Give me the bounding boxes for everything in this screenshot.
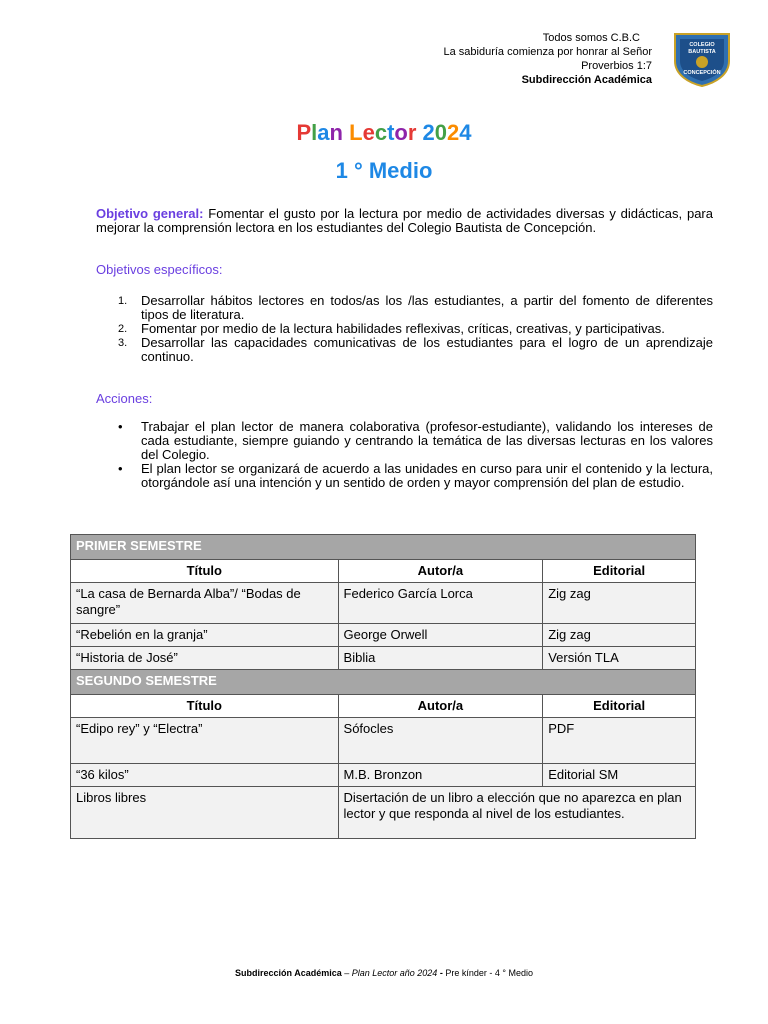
grade-subtitle: 1 ° Medio (335, 158, 433, 183)
cell-editorial: Zig zag (543, 624, 696, 647)
cell-editorial: Editorial SM (543, 764, 696, 787)
cell-autor: Biblia (338, 647, 543, 670)
cell-autor: Federico García Lorca (338, 583, 543, 624)
cell-autor: M.B. Bronzon (338, 764, 543, 787)
bullet-icon: • (118, 461, 123, 476)
plan-title (0, 120, 768, 146)
cell-titulo: “Historia de José” (71, 647, 339, 670)
svg-text:CONCEPCIÓN: CONCEPCIÓN (683, 70, 721, 76)
title-letter: 2 (447, 120, 460, 145)
objetivo-general (96, 207, 713, 235)
semester-header-row (71, 670, 696, 695)
cell-editorial: Versión TLA (543, 647, 696, 670)
title-letter: L (349, 120, 363, 145)
title-letter: r (407, 120, 417, 145)
table-row (71, 718, 696, 764)
cell-descripcion: Disertación de un libro a elección que no aparezca en plan lector y que responda al nivel de los estudiantes. (338, 787, 695, 839)
reading-plan-table (70, 534, 696, 839)
header-department: Subdirección Académica (521, 74, 652, 86)
acciones-list (96, 420, 713, 490)
column-header-titulo: Título (71, 560, 339, 583)
header-verse-ref: Proverbios 1:7 (581, 60, 652, 72)
objetivo-general-text: Fomentar el gusto por la lectura por medio de actividades diversas y didácticas, para mejorar la comprensión lectora en los estudiantes del Colegio Bautista de Concepción. (96, 206, 713, 235)
table-row (71, 583, 696, 624)
title-letter: P (296, 120, 312, 145)
list-item: • Trabajar el plan lector de manera colaborativa (profesor-estudiante), validando los intereses de cada estudiante, siempre guiando y centrando la temática de las diversas lecturas en los valores del Colegio. (118, 419, 713, 462)
cell-autor: Sófocles (338, 718, 543, 764)
svg-text:BAUTISTA: BAUTISTA (688, 49, 716, 55)
list-item: • El plan lector se organizará de acuerdo a las unidades en curso para unir el contenido y la lectura, otorgándole así una intención y un sentido de orden y mayor comprensión del plan de estudio. (118, 461, 713, 490)
title-letter: 0 (434, 120, 448, 145)
objetivo-general-label: Objetivo general: (96, 206, 204, 221)
header-text (443, 31, 652, 87)
table-row (71, 787, 696, 839)
semester-label: PRIMER SEMESTRE (71, 535, 696, 560)
list-item: 1. Desarrollar hábitos lectores en todos/as los /las estudiantes, a partir del fomento de diferentes tipos de literatura. (118, 293, 713, 322)
column-header-editorial: Editorial (543, 695, 696, 718)
title-letter: o (394, 120, 408, 145)
cell-titulo: Libros libres (71, 787, 339, 839)
title-letter: 4 (459, 120, 472, 145)
semester-label: SEGUNDO SEMESTRE (71, 670, 696, 695)
title-letter: e (362, 120, 375, 145)
cell-autor: George Orwell (338, 624, 543, 647)
cell-editorial: Zig zag (543, 583, 696, 624)
svg-text:COLEGIO: COLEGIO (689, 42, 715, 48)
footer-dash: – (341, 968, 352, 978)
title-letter: a (317, 120, 330, 145)
column-header-titulo: Título (71, 695, 339, 718)
cell-titulo: “La casa de Bernarda Alba”/ “Bodas de sangre” (71, 583, 339, 624)
cell-titulo: “Edipo rey” y “Electra” (71, 718, 339, 764)
list-item: 2. Fomentar por medio de la lectura habilidades reflexivas, críticas, creativas, y participativas. (118, 321, 665, 336)
cell-titulo: “36 kilos” (71, 764, 339, 787)
header-motto: Todos somos C.B.C (542, 32, 640, 44)
title-letter: 2 (422, 120, 435, 145)
semester-header-row (71, 535, 696, 560)
footer-department: Subdirección Académica (235, 968, 342, 978)
objetivos-especificos-label: Objetivos específicos: (96, 262, 223, 277)
objetivos-especificos-list (96, 294, 713, 364)
title-letter: l (311, 120, 318, 145)
table-row (71, 624, 696, 647)
title-letter: n (329, 120, 343, 145)
table-row (71, 647, 696, 670)
column-header-autor: Autor/a (338, 695, 543, 718)
page-footer (0, 968, 768, 978)
title-letter: t (387, 120, 395, 145)
school-logo (671, 31, 733, 87)
title-letter: c (374, 120, 388, 145)
header-verse-text: La sabiduría comienza por honrar al Señor (443, 46, 652, 58)
column-header-editorial: Editorial (543, 560, 696, 583)
column-header-autor: Autor/a (338, 560, 543, 583)
table-header-row (71, 560, 696, 583)
acciones-label: Acciones: (96, 391, 153, 406)
table-header-row (71, 695, 696, 718)
table-row (71, 764, 696, 787)
footer-sep: - (437, 968, 446, 978)
list-item: 3. Desarrollar las capacidades comunicativas de los estudiantes para el logro de un aprendizaje continuo. (118, 335, 713, 364)
footer-doc-title: Plan Lector año 2024 (351, 968, 438, 978)
footer-levels: Pre kínder - 4 ° Medio (445, 968, 533, 978)
cell-editorial: PDF (543, 718, 696, 764)
bullet-icon: • (118, 419, 123, 434)
cell-titulo: “Rebelión en la granja” (71, 624, 339, 647)
